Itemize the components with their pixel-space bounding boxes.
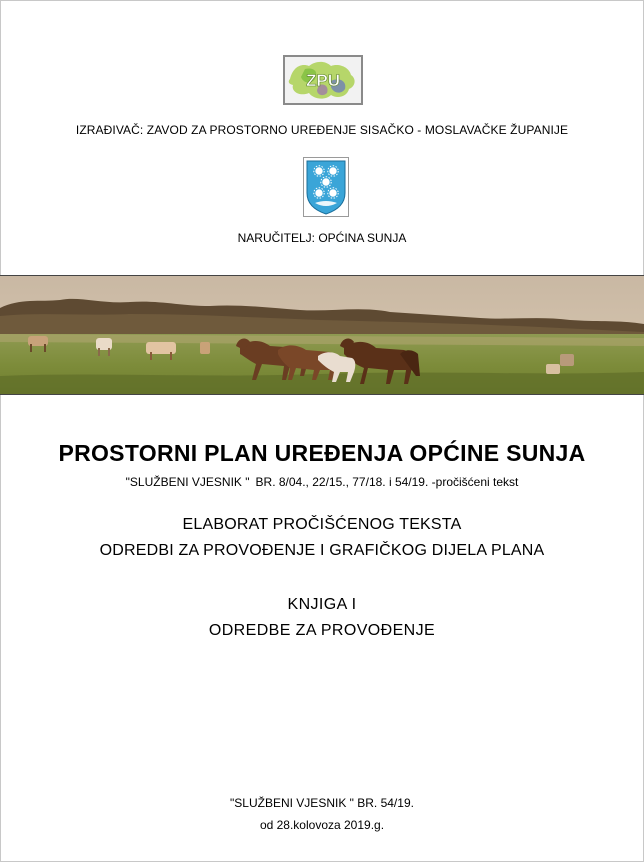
landscape-photo (0, 275, 644, 395)
maker-line: IZRAĐIVAČ: ZAVOD ZA PROSTORNO UREĐENJE SISAČKO - MOSLAVAČKE ŽUPANIJE (75, 123, 569, 137)
page-title: PROSTORNI PLAN UREĐENJA OPĆINE SUNJA (58, 440, 586, 466)
footer-gazette-line: "SLUŽBENI VJESNIK " BR. 54/19. (230, 796, 414, 810)
coat-of-arms (303, 157, 349, 217)
footer-date-line: od 28.kolovoza 2019.g. (259, 818, 385, 832)
gazette-label: "SLUŽBENI VJESNIK " (125, 475, 250, 489)
gazette-line (0, 475, 644, 489)
client-line: NARUČITELJ: OPĆINA SUNJA (237, 231, 407, 245)
subtitle-line-1: ELABORAT PROČIŠĆENOG TEKSTA (182, 516, 462, 533)
gazette-details: BR. 8/04., 22/15., 77/18. i 54/19. -pročišćeni tekst (255, 475, 519, 489)
zpu-logo (283, 55, 363, 105)
landscape-horses-photo (0, 276, 644, 395)
book-line-2: ODREDBE ZA PROVOĐENJE (208, 622, 436, 639)
book-line-1: KNJIGA I (287, 596, 357, 613)
subtitle-line-2: ODREDBI ZA PROVOĐENJE I GRAFIČKOG DIJELA PLANA (99, 542, 545, 559)
zpu-logo-text: ZPU (306, 71, 340, 90)
zpu-logo-icon (285, 57, 361, 103)
coat-of-arms-icon (303, 157, 349, 217)
